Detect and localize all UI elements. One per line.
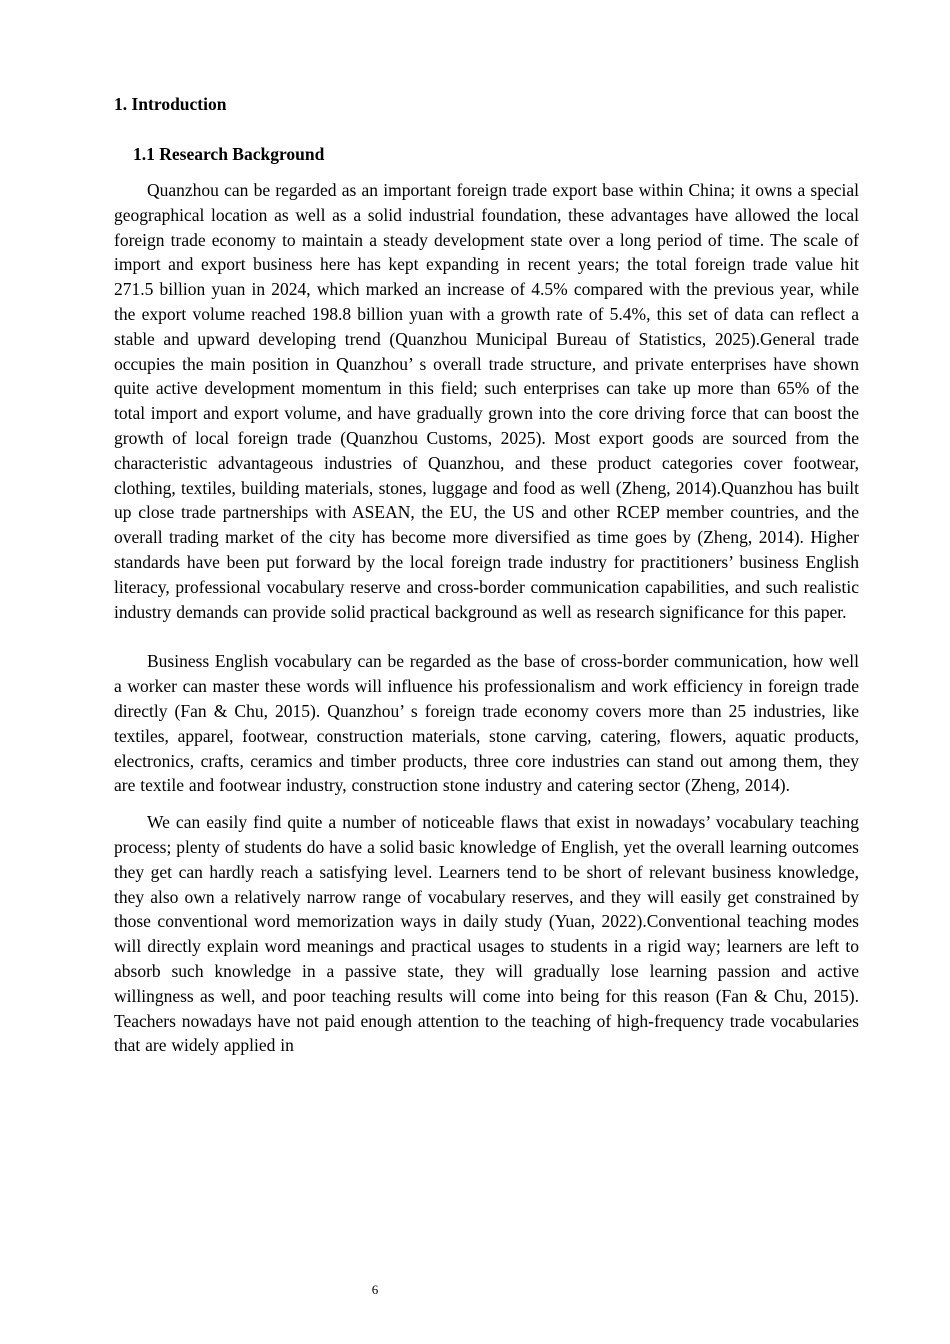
section-heading: 1. Introduction: [114, 94, 227, 114]
body-paragraph-1: Quanzhou can be regarded as an important foreign trade export base within China; it owns a special geographical location as well as a solid industrial foundation, these advantages have allowed the local foreign trade economy to maintain a steady development state over a long period of time. The scale of import and export business here has kept expanding in recent years; the total foreign trade value hit 271.5 billion yuan in 2024, which marked an increase of 4.5% compared with the previous year, while the export volume reached 198.8 billion yuan with a growth rate of 5.4%, this set of data can reflect a stable and upward developing trend (Quanzhou Municipal Bureau of Statistics, 2025).General trade occupies the main position in Quanzhou’ s overall trade structure, and private enterprises have shown quite active development momentum in this field; such enterprises can take up more than 65% of the total import and export volume, and have gradually grown into the core driving force that can boost the growth of local foreign trade (Quanzhou Customs, 2025). Most export goods are sourced from the characteristic advantageous industries of Quanzhou, and these product categories cover footwear, clothing, textiles, building materials, stones, luggage and food as well (Zheng, 2014).Quanzhou has built up close trade partnerships with ASEAN, the EU, the US and other RCEP member countries, and the overall trading market of the city has become more diversified as time goes by (Zheng, 2014). Higher standards have been put forward by the local foreign trade industry for practitioners’ business English literacy, professional vocabulary reserve and cross-border communication capabilities, and such realistic industry demands can provide solid practical background as well as research significance for this paper.: [114, 180, 859, 622]
body-paragraph-2: Business English vocabulary can be regarded as the base of cross-border communication, how well a worker can master these words will influence his professionalism and work efficiency in foreign trade directly (Fan & Chu, 2015). Quanzhou’ s foreign trade economy covers more than 25 industries, like textiles, apparel, footwear, construction materials, stone carving, catering, flowers, aquatic products, electronics, crafts, ceramics and timber products, three core industries can stand out among them, they are textile and footwear industry, construction stone industry and catering sector (Zheng, 2014).: [114, 651, 859, 796]
page-number: 6: [371, 1282, 379, 1297]
page-body: [114, 92, 859, 1058]
body-paragraph-3: We can easily find quite a number of noticeable flaws that exist in nowadays’ vocabulary teaching process; plenty of students do have a solid basic knowledge of English, yet the overall learning outcomes they get can hardly reach a satisfying level. Learners tend to be short of relevant business knowledge, they also own a relatively narrow range of vocabulary reserves, and they will easily get constrained by those conventional word memorization ways in daily study (Yuan, 2022).Conventional teaching modes will directly explain word meanings and practical usages to students in a rigid way; learners are left to absorb such knowledge in a passive state, they will gradually lose learning passion and active willingness as well, and poor teaching results will come into being for this reason (Fan & Chu, 2015). Teachers nowadays have not paid enough attention to the teaching of high-frequency trade vocabularies that are widely applied in: [114, 812, 859, 1056]
subsection-heading: 1.1 Research Background: [133, 144, 325, 164]
